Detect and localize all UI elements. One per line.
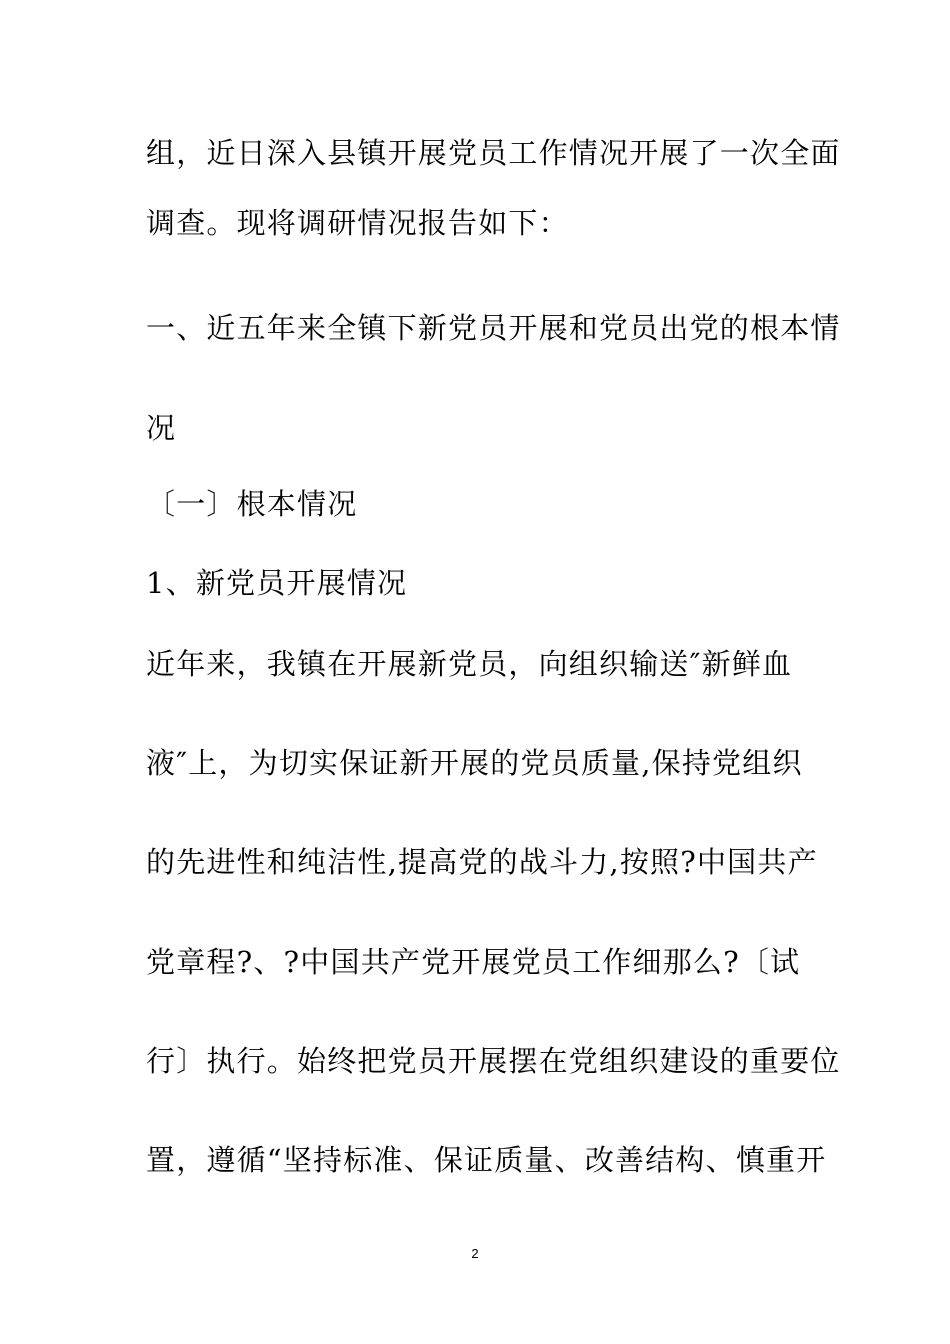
- text-line-11: 行〕执行。始终把党员开展摆在党组织建设的重要位: [146, 1044, 841, 1078]
- text-line-7: 近年来，我镇在开展新党员，向组织输送″新鲜血: [146, 647, 793, 681]
- subsection-heading: 〔一〕根本情况: [146, 487, 358, 521]
- text-line-9: 的先进性和纯洁性,提高党的战斗力,按照?中国共产: [146, 845, 818, 879]
- text-line-1: 组，近日深入县镇开展党员工作情况开展了一次全面: [146, 136, 841, 170]
- text-line-12: 置，遵循“坚持标准、保证质量、改善结构、慎重开: [146, 1143, 827, 1177]
- item-heading: 1、新党员开展情况: [146, 566, 408, 600]
- page-number: 2: [471, 1246, 479, 1261]
- section-heading-continued: 况: [146, 411, 177, 445]
- section-heading: 一、近五年来全镇下新党员开展和党员出党的根本情: [146, 311, 841, 345]
- text-line-8: 液″上，为切实保证新开展的党员质量,保持党组织: [146, 746, 803, 780]
- text-line-2: 调查。现将调研情况报告如下：: [146, 206, 569, 240]
- text-line-10: 党章程?、?中国共产党开展党员工作细那么?〔试: [146, 945, 801, 979]
